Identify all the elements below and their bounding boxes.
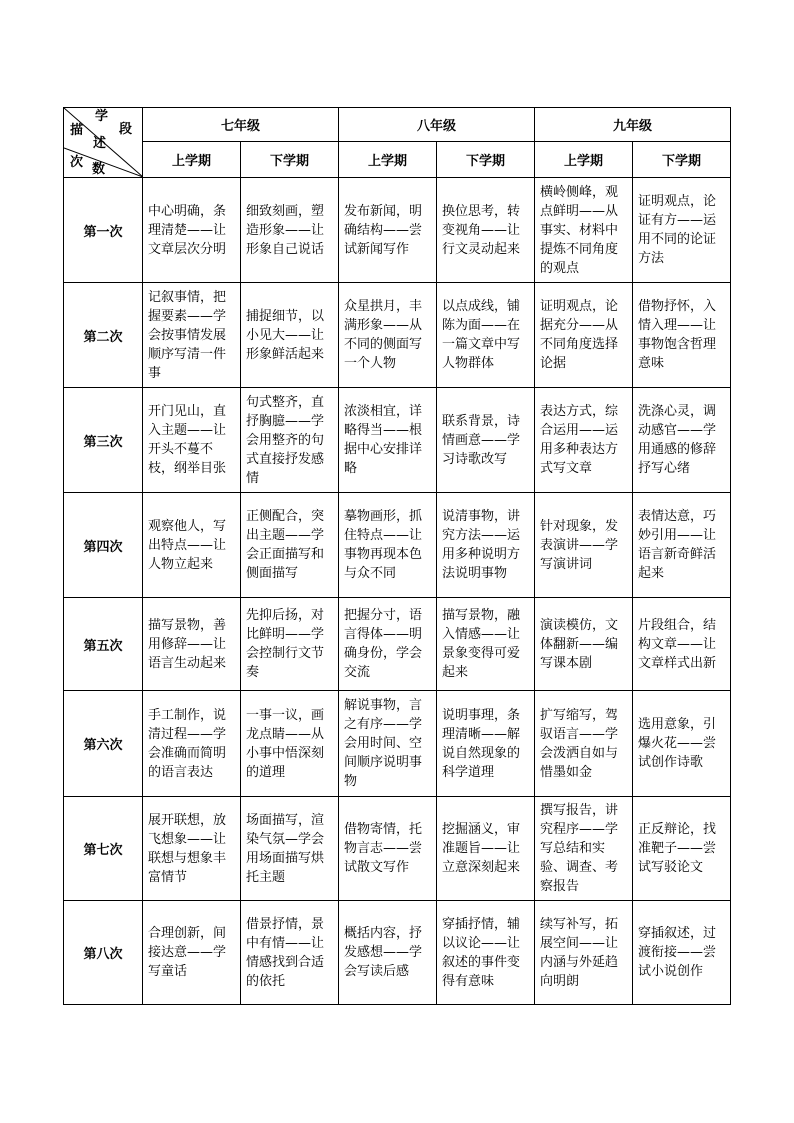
- corner-char-shu: 述: [93, 136, 107, 151]
- table-cell: [633, 283, 731, 388]
- cell-text: 演读模仿，文体翻新——编写课本剧: [540, 617, 619, 671]
- semester-header-g8-2: 下学期: [437, 142, 535, 178]
- cell-text: 正侧配合，突出主题——学会正面描写和侧面描写: [246, 509, 325, 581]
- table-cell: [437, 598, 535, 691]
- table-cell: [339, 493, 437, 598]
- table-cell: [339, 797, 437, 901]
- cell-text: 发布新闻，明确结构——尝试新闻写作: [344, 203, 423, 257]
- table-cell: [143, 493, 241, 598]
- cell-text: 说清事物，讲究方法——运用多种说明方法说明事物: [442, 509, 521, 581]
- semester-header-g8-1: 上学期: [339, 142, 437, 178]
- cell-text: 借景抒情，景中有情——让情感找到合适的依托: [246, 916, 325, 989]
- cell-text: 联系背景，诗情画意——学习诗歌改写: [442, 413, 521, 467]
- semester-header-g9-2: 下学期: [633, 142, 731, 178]
- writing-curriculum-table: [63, 107, 731, 1005]
- grade-9-header: 九年级: [535, 108, 731, 142]
- cell-text: 证明观点，论据充分——从不同角度选择论据: [540, 299, 619, 371]
- table-cell: [143, 691, 241, 797]
- table-cell: [535, 691, 633, 797]
- table-cell: [437, 388, 535, 493]
- cell-text: 续写补写，拓展空间——让内涵与外延趋向明朗: [540, 916, 619, 989]
- cell-text: 场面描写，渲染气氛—学会用场面描写烘托主题: [246, 812, 325, 885]
- row-label: 第七次: [64, 797, 143, 901]
- row-label: 第三次: [64, 388, 143, 493]
- table-cell: [339, 598, 437, 691]
- cell-text: 正反辩论，找准靶子——尝试写驳论文: [638, 822, 717, 875]
- table-cell: [535, 797, 633, 901]
- table-row: [64, 598, 731, 691]
- cell-text: 观察他人，写出特点——让人物立起来: [148, 518, 227, 572]
- table-cell: [339, 388, 437, 493]
- table-cell: [633, 178, 731, 283]
- cell-text: 记叙事情，把握要素——学会按事情发展顺序写清一件事: [148, 289, 227, 381]
- cell-text: 以点成线，铺陈为面——在一篇文章中写人物群体: [442, 299, 521, 371]
- corner-char-xue: 学: [95, 109, 109, 124]
- corner-char-miao: 描: [70, 123, 84, 138]
- cell-text: 概括内容，抒发感想——学会写读后感: [344, 926, 423, 979]
- table-cell: [633, 901, 731, 1005]
- table-cell: [143, 178, 241, 283]
- cell-text: 捕捉细节，以小见大——让形象鲜活起来: [246, 308, 325, 362]
- cell-text: 把握分寸，语言得体——明确身份，学会交流: [344, 608, 423, 680]
- cell-text: 换位思考，转变视角——让行文灵动起来: [442, 203, 521, 257]
- semester-header-row: [64, 142, 731, 178]
- cell-text: 挖掘涵义，审准题旨——让立意深刻起来: [442, 822, 521, 875]
- semester-header-g7-1: 上学期: [143, 142, 241, 178]
- table-cell: [339, 691, 437, 797]
- table-row: [64, 388, 731, 493]
- row-label: 第六次: [64, 691, 143, 797]
- table-row: [64, 901, 731, 1005]
- table-cell: [535, 388, 633, 493]
- cell-text: 撰写报告，讲究程序——学写总结和实验、调查、考察报告: [540, 803, 619, 894]
- cell-text: 一事一议，画龙点睛——从小事中悟深刻的道理: [246, 707, 325, 780]
- table-cell: [143, 797, 241, 901]
- cell-text: 扩写缩写，驾驭语言——学会泼洒自如与惜墨如金: [540, 707, 619, 780]
- cell-text: 中心明确，条理清楚——让文章层次分明: [148, 203, 227, 257]
- table-cell: [535, 901, 633, 1005]
- cell-text: 借物抒怀，入情入理——让事物饱含哲理意味: [638, 299, 717, 371]
- table-cell: [143, 598, 241, 691]
- table-row: [64, 691, 731, 797]
- cell-text: 选用意象，引爆火花——尝试创作诗歌: [638, 717, 717, 770]
- table-cell: [339, 283, 437, 388]
- table-cell: [241, 388, 339, 493]
- cell-text: 针对现象，发表演讲——学写演讲词: [540, 518, 619, 572]
- cell-text: 表达方式，综合运用——运用多种表达方式写文章: [540, 404, 619, 476]
- cell-text: 开门见山，直入主题——让开头不蔓不枝，纲举目张: [148, 404, 227, 476]
- cell-text: 借物寄情，托物言志——尝试散文写作: [344, 822, 423, 875]
- table-cell: [535, 598, 633, 691]
- cell-text: 穿插抒情，辅以议论——让叙述的事件变得有意味: [442, 916, 521, 989]
- table-cell: [241, 797, 339, 901]
- semester-header-g9-1: 上学期: [535, 142, 633, 178]
- table-row: [64, 283, 731, 388]
- table-cell: [241, 178, 339, 283]
- cell-text: 片段组合，结构文章——让文章样式出新: [638, 617, 717, 671]
- table-cell: [633, 493, 731, 598]
- table-cell: [437, 493, 535, 598]
- row-label: 第八次: [64, 901, 143, 1005]
- corner-char-shu2: 数: [92, 162, 106, 177]
- table-cell: [241, 901, 339, 1005]
- row-label: 第四次: [64, 493, 143, 598]
- table-row: [64, 493, 731, 598]
- table-cell: [535, 493, 633, 598]
- cell-text: 横岭侧峰，观点鲜明——从事实、材料中提炼不同角度的观点: [540, 184, 619, 276]
- table-cell: [241, 691, 339, 797]
- table-cell: [143, 901, 241, 1005]
- table-cell: [633, 388, 731, 493]
- cell-text: 众星拱月，丰满形象——从不同的侧面写一个人物: [344, 299, 423, 371]
- cell-text: 表情达意，巧妙引用——让语言新奇鲜活起来: [638, 509, 717, 581]
- table-cell: [241, 283, 339, 388]
- table-cell: [633, 797, 731, 901]
- table-cell: [535, 283, 633, 388]
- corner-char-duan: 段: [119, 122, 133, 137]
- cell-text: 合理创新，间接达意——学写童话: [148, 926, 227, 979]
- cell-text: 浓淡相宜，详略得当——根据中心安排详略: [344, 404, 423, 476]
- table-cell: [633, 598, 731, 691]
- table-cell: [633, 691, 731, 797]
- cell-text: 解说事物，言之有序——学会用时间、空间顺序说明事物: [344, 698, 423, 789]
- table-cell: [241, 493, 339, 598]
- cell-text: 句式整齐，直抒胸臆——学会用整齐的句式直接抒发感情: [246, 394, 325, 486]
- cell-text: 先抑后扬，对比鲜明——学会控制行文节奏: [246, 608, 325, 680]
- row-label: 第二次: [64, 283, 143, 388]
- corner-char-ci: 次: [70, 155, 84, 170]
- table-cell: [143, 283, 241, 388]
- table-cell: [437, 901, 535, 1005]
- corner-header-cell: [64, 108, 143, 178]
- table-cell: [437, 283, 535, 388]
- row-label: 第一次: [64, 178, 143, 283]
- cell-text: 洗涤心灵，调动感官——学用通感的修辞抒写心绪: [638, 404, 717, 476]
- table-cell: [535, 178, 633, 283]
- table-cell: [241, 598, 339, 691]
- grade-header-row: [64, 108, 731, 142]
- table-cell: [437, 797, 535, 901]
- semester-header-g7-2: 下学期: [241, 142, 339, 178]
- cell-text: 细致刻画，塑造形象——让形象自己说话: [246, 203, 325, 257]
- cell-text: 描写景物，融入情感——让景象变得可爱起来: [442, 608, 521, 680]
- grade-7-header: 七年级: [143, 108, 339, 142]
- cell-text: 说明事理，条理清晰——解说自然现象的科学道理: [442, 707, 521, 780]
- cell-text: 展开联想，放飞想象——让联想与想象丰富情节: [148, 812, 227, 885]
- cell-text: 证明观点，论证有方——运用不同的论证方法: [638, 194, 717, 266]
- table-row: [64, 178, 731, 283]
- table-row: [64, 797, 731, 901]
- table-cell: [339, 901, 437, 1005]
- cell-text: 摹物画形，抓住特点——让事物再现本色与众不同: [344, 509, 423, 581]
- cell-text: 穿插叙述，过渡衔接——尝试小说创作: [638, 926, 717, 979]
- table-cell: [437, 178, 535, 283]
- table-cell: [437, 691, 535, 797]
- cell-text: 描写景物，善用修辞——让语言生动起来: [148, 617, 227, 671]
- row-label: 第五次: [64, 598, 143, 691]
- table-cell: [339, 178, 437, 283]
- grade-8-header: 八年级: [339, 108, 535, 142]
- cell-text: 手工制作，说清过程——学会准确而简明的语言表达: [148, 707, 227, 780]
- table-cell: [143, 388, 241, 493]
